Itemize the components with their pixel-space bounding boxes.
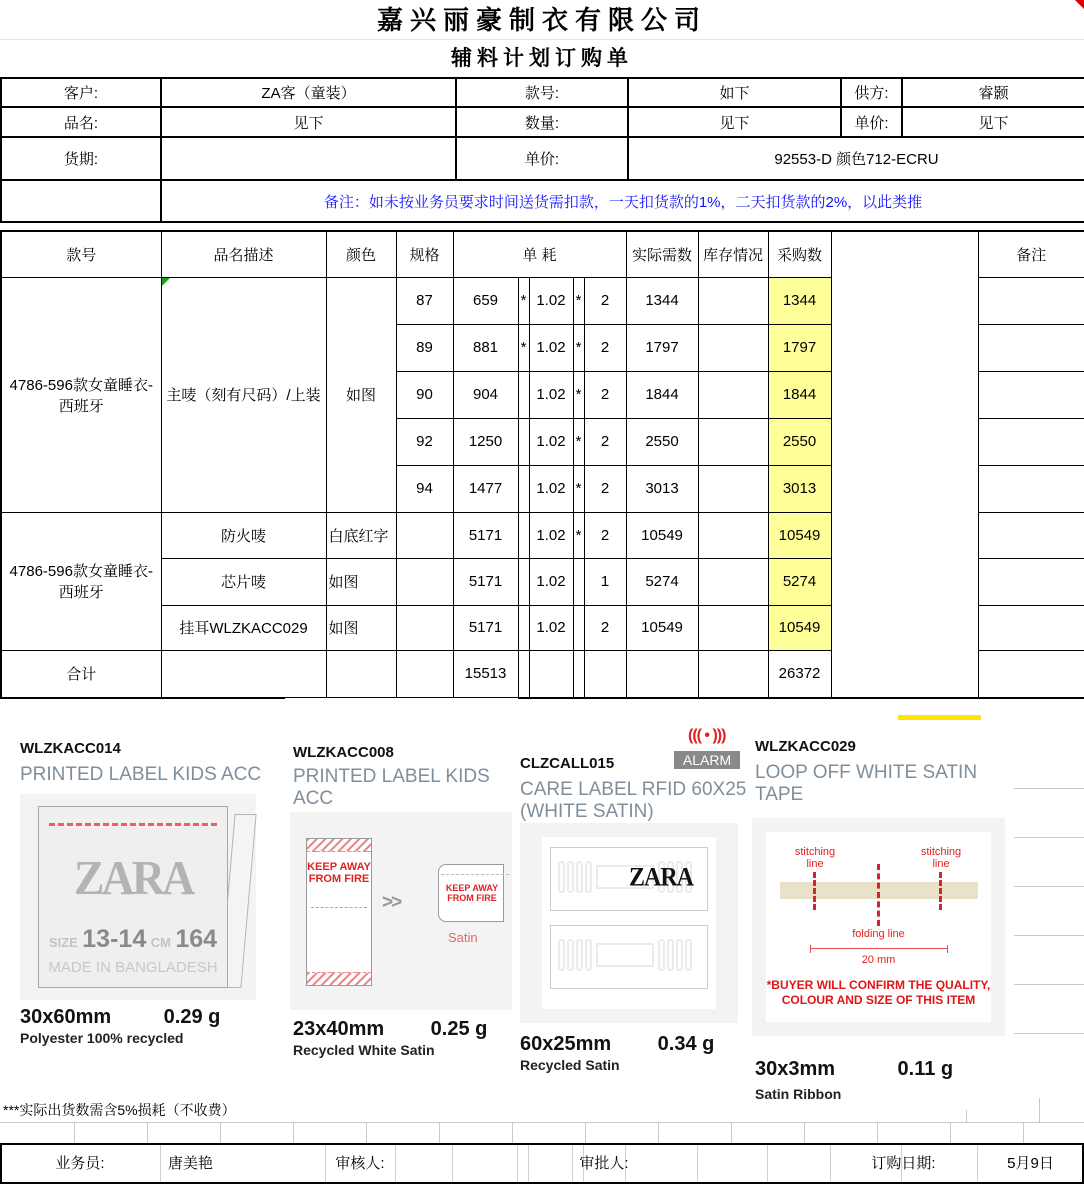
approver-value[interactable] — [640, 1146, 760, 1182]
salesman-label: 业务员: — [55, 1155, 105, 1172]
arrow-icon: >> — [382, 892, 401, 913]
keep-away-text: KEEP AWAY FROM FIRE — [307, 861, 371, 885]
origin-text: MADE IN BANGLADESH — [48, 959, 218, 976]
stock-cell[interactable] — [698, 558, 768, 605]
spec-cell[interactable]: 87 — [396, 277, 453, 324]
mult-sign[interactable]: * — [573, 418, 584, 465]
item-code: CLZCALL015 — [520, 755, 615, 772]
col-remark: 备注 — [978, 231, 1084, 277]
gridline — [1014, 1033, 1084, 1034]
flat-label-preview — [306, 838, 372, 986]
base-cell[interactable]: 5171 — [453, 605, 518, 650]
gridline — [439, 1122, 440, 1143]
mult-sign[interactable]: * — [518, 324, 529, 371]
stock-cell[interactable] — [698, 324, 768, 371]
empty-cell[interactable] — [518, 650, 529, 698]
gridline — [804, 1122, 805, 1143]
rate-cell[interactable]: 1.02 — [529, 324, 573, 371]
mult-sign[interactable]: * — [573, 277, 584, 324]
material: Satin Ribbon — [755, 1086, 842, 1102]
remark-cell[interactable] — [978, 277, 1084, 324]
size-dims: 30x60mm — [20, 1006, 112, 1028]
style-no-cell[interactable]: 4786-596款女童睡衣-西班牙 — [1, 512, 161, 650]
gridline — [147, 1122, 148, 1143]
spec-cell[interactable] — [396, 605, 453, 650]
weight: 0.29 g — [163, 1006, 221, 1028]
rate-cell[interactable]: 1.02 — [529, 418, 573, 465]
spec-cell[interactable] — [396, 512, 453, 558]
size-value: 13-14 — [82, 925, 147, 953]
mult-sign[interactable] — [518, 371, 529, 418]
rfid-label — [550, 847, 708, 911]
need-cell[interactable]: 10549 — [626, 605, 698, 650]
doc-title: 辅料计划订购单 — [451, 47, 633, 70]
price-value[interactable]: 92553-D 颜色712-ECRU — [628, 137, 1084, 180]
total-label: 合计 — [1, 650, 161, 698]
spec-cell[interactable] — [396, 558, 453, 605]
mult-sign[interactable]: * — [573, 465, 584, 512]
times-cell[interactable]: 2 — [584, 465, 626, 512]
col-desc: 品名描述 — [161, 231, 326, 277]
purchase-cell[interactable]: 2550 — [768, 418, 831, 465]
fold-line — [441, 874, 509, 875]
rfid-antenna-pattern — [551, 926, 705, 986]
total-base[interactable]: 15513 — [453, 650, 518, 698]
label-image — [290, 812, 518, 1010]
dims — [293, 1018, 487, 1041]
gridline — [512, 1122, 513, 1143]
order-date-value[interactable]: 5月9日 — [1007, 1155, 1054, 1172]
gridline — [1014, 935, 1084, 936]
purchase-cell[interactable]: 1344 — [768, 277, 831, 324]
quantity-label: 数量: — [456, 107, 628, 137]
times-cell[interactable]: 2 — [584, 371, 626, 418]
empty-cell[interactable] — [698, 650, 768, 698]
dims — [520, 1033, 714, 1056]
stock-cell[interactable] — [698, 277, 768, 324]
gridline — [1014, 837, 1084, 838]
purchase-cell[interactable]: 10549 — [768, 605, 831, 650]
weight: 0.25 g — [430, 1018, 488, 1040]
buyer-warning: *BUYER WILL CONFIRM THE QUALITY, COLOUR AND SIZE OF THIS ITEM — [766, 978, 991, 1007]
purchase-cell[interactable]: 1797 — [768, 324, 831, 371]
purchase-cell[interactable]: 1844 — [768, 371, 831, 418]
reviewer-label: 审核人: — [335, 1155, 385, 1172]
col-spec: 规格 — [396, 231, 453, 277]
alarm-waves-icon: ((( • ))) — [688, 727, 726, 744]
col-style: 款号 — [1, 231, 161, 277]
col-purchase: 采购数 — [768, 231, 831, 277]
mult-sign[interactable] — [518, 558, 529, 605]
cut-line — [49, 823, 217, 826]
rfid-label-sheet — [542, 837, 716, 1009]
mult-sign[interactable] — [518, 512, 529, 558]
item-code: WLZKACC029 — [755, 738, 856, 755]
unitprice-value[interactable]: 见下 — [902, 107, 1084, 137]
rate-cell[interactable]: 1.02 — [529, 605, 573, 650]
weight: 0.34 g — [657, 1033, 715, 1055]
remark-cell[interactable] — [978, 371, 1084, 418]
size-dims: 60x25mm — [520, 1033, 612, 1055]
stock-cell[interactable] — [698, 512, 768, 558]
label-image — [520, 823, 738, 1023]
alarm-badge: ALARM — [674, 751, 740, 769]
supplier-value[interactable]: 睿颢 — [902, 78, 1084, 107]
order-info-table — [0, 77, 1084, 223]
gridline — [1014, 984, 1084, 985]
spec-cell[interactable]: 92 — [396, 418, 453, 465]
need-cell[interactable]: 1844 — [626, 371, 698, 418]
salesman-value[interactable]: 唐美艳 — [168, 1155, 214, 1172]
mult-sign[interactable] — [573, 558, 584, 605]
loss-note: ***实际出货数需含5%损耗（不收费） — [3, 1102, 236, 1118]
material: Recycled White Satin — [293, 1042, 435, 1058]
color-cell[interactable]: 白底红字 — [326, 512, 396, 558]
spec-cell[interactable]: 89 — [396, 324, 453, 371]
customer-label: 客户: — [1, 78, 161, 107]
divider — [0, 39, 1084, 40]
style-no-cell[interactable]: 4786-596款女童睡衣-西班牙 — [1, 277, 161, 512]
stitching-line-label: stitching line — [794, 846, 836, 870]
desc-cell[interactable]: 芯片唛 — [161, 558, 326, 605]
weight: 0.11 g — [897, 1058, 954, 1080]
mult-sign[interactable]: * — [573, 371, 584, 418]
base-cell[interactable]: 659 — [453, 277, 518, 324]
mult-sign[interactable] — [518, 465, 529, 512]
size-dims: 30x3mm — [755, 1058, 836, 1080]
times-cell[interactable]: 2 — [584, 605, 626, 650]
style-label: 款号: — [456, 78, 628, 107]
label-card-wlzkacc029 — [748, 724, 1010, 1110]
comment-marker-icon — [1075, 0, 1084, 9]
mult-sign[interactable]: * — [573, 512, 584, 558]
stitching-line — [813, 872, 816, 910]
length-label: 20 mm — [861, 954, 896, 966]
empty-cell[interactable] — [396, 650, 453, 698]
empty-cell[interactable] — [529, 650, 573, 698]
base-cell[interactable]: 881 — [453, 324, 518, 371]
company-title: 嘉兴丽豪制衣有限公司 — [376, 5, 707, 35]
remark-cell[interactable] — [978, 324, 1084, 371]
table-header-row — [1, 231, 1084, 277]
reviewer-value[interactable] — [396, 1146, 516, 1182]
base-cell[interactable]: 5171 — [453, 558, 518, 605]
rfid-label — [550, 925, 708, 989]
need-cell[interactable]: 3013 — [626, 465, 698, 512]
stock-cell[interactable] — [698, 605, 768, 650]
spec-cell[interactable]: 94 — [396, 465, 453, 512]
keep-away-text: KEEP AWAY FROM FIRE — [445, 883, 499, 903]
color-cell[interactable]: 如图 — [326, 605, 396, 650]
gridline — [517, 1145, 518, 1182]
col-need: 实际需数 — [626, 231, 698, 277]
unitprice-label: 单价: — [841, 107, 902, 137]
remark-cell[interactable] — [978, 465, 1084, 512]
gridline — [366, 1122, 367, 1143]
gridline — [950, 1122, 951, 1143]
stock-cell[interactable] — [698, 418, 768, 465]
remark-cell[interactable] — [978, 418, 1084, 465]
base-cell[interactable]: 5171 — [453, 512, 518, 558]
empty-cell[interactable] — [161, 650, 326, 698]
stitching-line-label: stitching line — [920, 846, 962, 870]
purchase-cell[interactable]: 5274 — [768, 558, 831, 605]
purchase-cell[interactable]: 10549 — [768, 512, 831, 558]
label-card-wlzkacc008 — [285, 698, 518, 1088]
gridline — [1014, 788, 1084, 789]
material: Polyester 100% recycled — [20, 1030, 184, 1046]
empty-cell[interactable] — [573, 650, 584, 698]
desc-cell[interactable]: 主唛（刻有尺码）/上装 — [161, 277, 326, 512]
style-value[interactable]: 如下 — [628, 78, 841, 107]
gridline — [1039, 1098, 1040, 1122]
need-cell[interactable]: 2550 — [626, 418, 698, 465]
approver-label: 审批人: — [579, 1155, 629, 1172]
label-image — [20, 794, 256, 1000]
mult-sign[interactable] — [518, 605, 529, 650]
item-code: WLZKACC014 — [20, 740, 121, 757]
gridline — [74, 1122, 75, 1143]
size-label: SIZE — [48, 935, 78, 950]
spec-cell[interactable]: 90 — [396, 371, 453, 418]
base-cell[interactable]: 1477 — [453, 465, 518, 512]
times-cell[interactable]: 2 — [584, 418, 626, 465]
penalty-note: 备注：如未按业务员要求时间送货需扣款，一天扣货款的1%，二天扣货款的2%，以此类推 — [161, 180, 1084, 222]
need-cell[interactable]: 5274 — [626, 558, 698, 605]
cell-flag-icon — [162, 278, 170, 286]
footer-top-border — [0, 1143, 1084, 1145]
size-row — [39, 925, 227, 954]
times-cell[interactable]: 1 — [584, 558, 626, 605]
quantity-value[interactable]: 见下 — [628, 107, 841, 137]
empty-cell[interactable] — [326, 650, 396, 698]
label-image — [752, 818, 1005, 1036]
main-label-preview — [38, 806, 228, 988]
gridline — [1023, 1122, 1024, 1143]
remark-cell[interactable] — [978, 512, 1084, 558]
need-cell[interactable]: 1344 — [626, 277, 698, 324]
material: Recycled Satin — [520, 1057, 620, 1073]
label-card-wlzkacc014 — [0, 724, 283, 1054]
desc-cell[interactable]: 防火唛 — [161, 512, 326, 558]
stock-cell[interactable] — [698, 465, 768, 512]
ribbon-diagram — [766, 832, 991, 1022]
item-name: CARE LABEL RFID 60X25 (WHITE SATIN) — [520, 779, 747, 822]
mult-sign[interactable] — [573, 605, 584, 650]
supplier-label: 供方: — [841, 78, 902, 107]
brand-logo: ZARA — [628, 863, 693, 893]
item-name: PRINTED LABEL KIDS ACC — [20, 764, 262, 785]
gridline — [528, 1145, 529, 1182]
product-value[interactable]: 见下 — [161, 107, 456, 137]
satin-caption: Satin — [448, 930, 478, 945]
times-cell[interactable]: 2 — [584, 277, 626, 324]
base-cell[interactable]: 1250 — [453, 418, 518, 465]
empty-cell[interactable] — [626, 650, 698, 698]
product-label: 品名: — [1, 107, 161, 137]
gridline — [658, 1122, 659, 1143]
delivery-value[interactable] — [161, 137, 456, 180]
base-cell[interactable]: 904 — [453, 371, 518, 418]
price-label: 单价: — [456, 137, 628, 180]
folding-line-label: folding line — [852, 928, 905, 940]
item-name: LOOP OFF WHITE SATIN TAPE — [755, 762, 978, 805]
gridline — [877, 1122, 878, 1143]
need-cell[interactable]: 10549 — [626, 512, 698, 558]
stock-cell[interactable] — [698, 371, 768, 418]
gridline — [220, 1122, 221, 1143]
footer-bottom-border — [0, 1182, 1084, 1184]
col-consumption: 单 耗 — [453, 231, 626, 277]
times-cell[interactable]: 2 — [584, 512, 626, 558]
need-cell[interactable]: 1797 — [626, 324, 698, 371]
dims — [20, 1006, 220, 1029]
brand-logo: ZARA — [73, 850, 193, 905]
gridline — [767, 1145, 768, 1182]
folded-label-preview — [438, 864, 504, 922]
rate-cell[interactable]: 1.02 — [529, 558, 573, 605]
delivery-label: 货期: — [1, 137, 161, 180]
times-cell[interactable]: 2 — [584, 324, 626, 371]
rate-cell[interactable]: 1.02 — [529, 371, 573, 418]
col-stock: 库存情况 — [698, 231, 768, 277]
size-dims: 23x40mm — [293, 1018, 385, 1040]
rate-cell[interactable]: 1.02 — [529, 465, 573, 512]
order-date-label: 订购日期: — [871, 1155, 936, 1172]
gridline — [1014, 886, 1084, 887]
item-code: WLZKACC008 — [293, 744, 394, 761]
mult-sign[interactable] — [518, 418, 529, 465]
order-detail-table — [0, 230, 1084, 699]
empty-cell — [1, 180, 161, 222]
empty-cell[interactable] — [584, 650, 626, 698]
unit-label: CM — [150, 935, 171, 950]
height-value: 164 — [175, 925, 218, 953]
empty-cell[interactable] — [978, 650, 1084, 698]
folding-line — [877, 864, 880, 926]
gridline — [585, 1122, 586, 1143]
color-cell[interactable]: 如图 — [326, 277, 396, 512]
rate-cell[interactable]: 1.02 — [529, 277, 573, 324]
col-color: 颜色 — [326, 231, 396, 277]
gridline — [293, 1122, 294, 1143]
desc-cell[interactable]: 挂耳WLZKACC029 — [161, 605, 326, 650]
remark-cell[interactable] — [978, 605, 1084, 650]
measure-line — [810, 948, 948, 949]
item-name: PRINTED LABEL KIDS ACC — [293, 766, 490, 809]
mult-sign[interactable]: * — [518, 277, 529, 324]
rate-cell[interactable]: 1.02 — [529, 512, 573, 558]
hatch-area — [307, 972, 371, 985]
gridline — [0, 1122, 1084, 1123]
stitching-line — [939, 872, 942, 910]
hatch-area — [307, 839, 371, 852]
dims — [755, 1058, 953, 1081]
label-card-clzcall015 — [512, 705, 755, 1075]
fold-line — [311, 907, 367, 908]
color-cell[interactable]: 如图 — [326, 558, 396, 605]
purchase-cell[interactable]: 3013 — [768, 465, 831, 512]
total-purchase[interactable]: 26372 — [768, 650, 831, 698]
mult-sign[interactable]: * — [573, 324, 584, 371]
yellow-marker — [898, 715, 981, 720]
gridline — [731, 1122, 732, 1143]
customer-value[interactable]: ZA客（童装） — [161, 78, 456, 107]
border-gap — [985, 715, 1084, 721]
blank-column — [831, 231, 978, 698]
remark-cell[interactable] — [978, 558, 1084, 605]
